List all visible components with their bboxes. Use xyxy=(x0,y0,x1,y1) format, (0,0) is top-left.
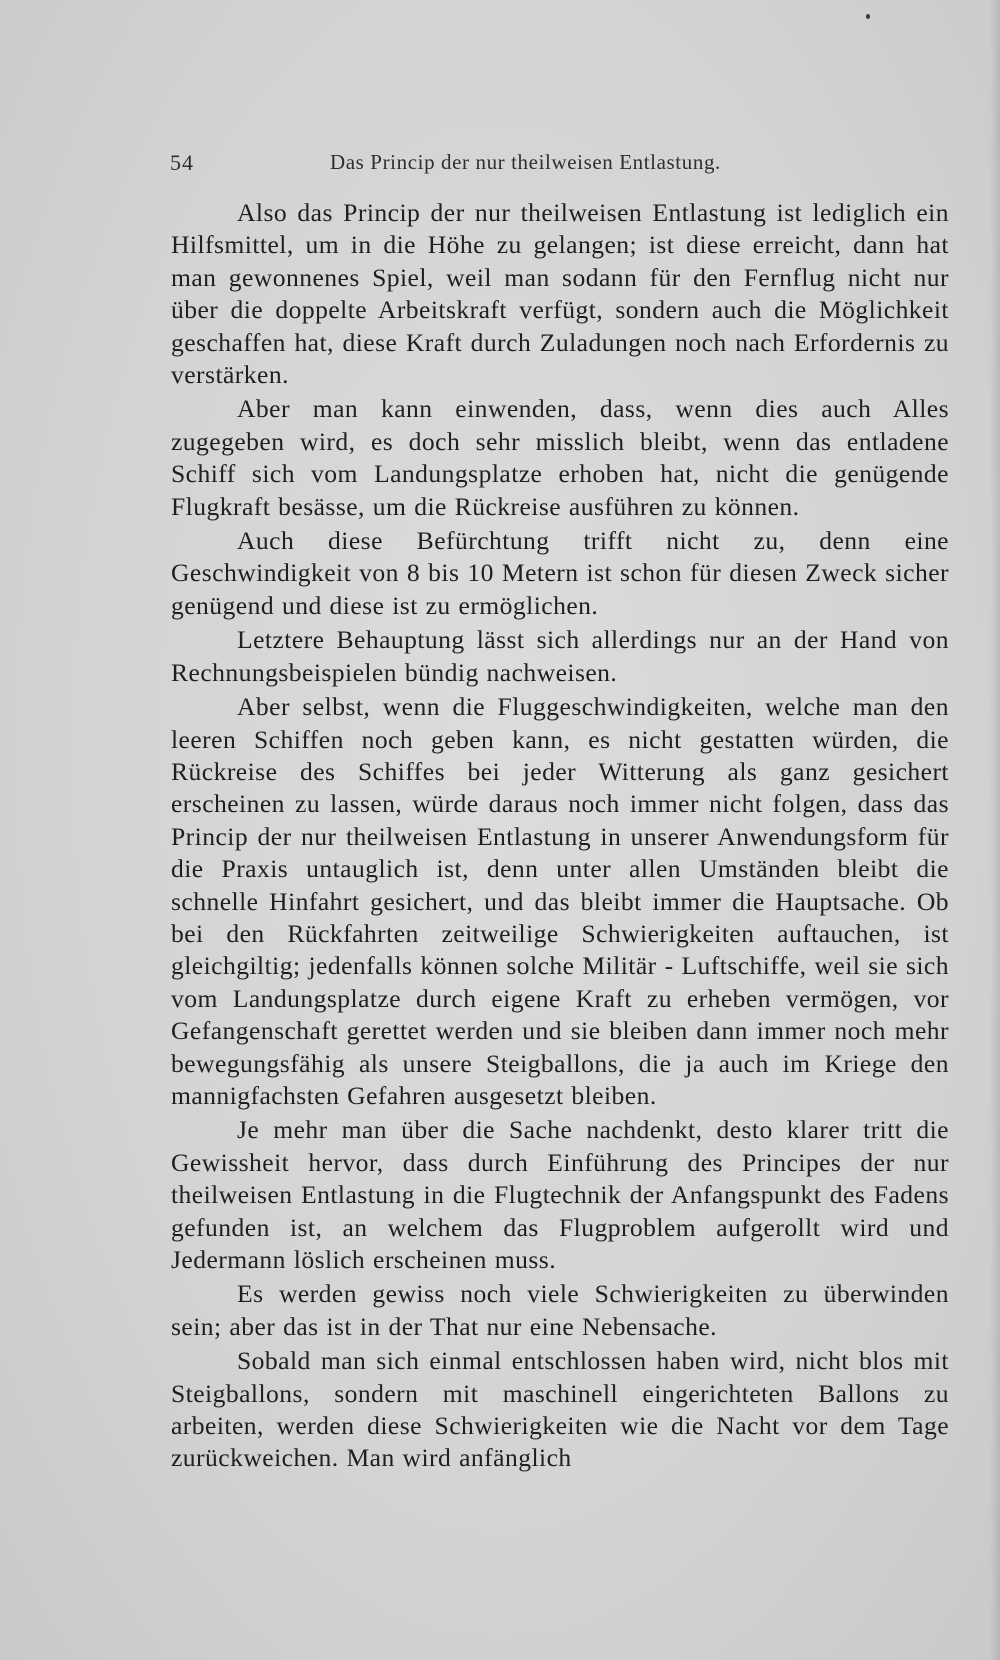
ink-speck xyxy=(866,14,870,19)
running-header xyxy=(170,150,790,180)
running-title: Das Princip der nur theilweisen Entlastung. xyxy=(330,150,721,174)
paragraph: Es werden gewiss noch viele Schwierigkeiten zu überwinden sein; aber das ist in der That nur eine Nebensache. xyxy=(171,1279,949,1341)
paragraph: Sobald man sich einmal entschlossen haben wird, nicht blos mit Steigballons, sondern mit maschinell eingerichteten Ballons zu arbeiten, werden diese Schwierigkeiten wie die Nacht vor dem Tage zurückweichen. Man wird anfänglich xyxy=(171,1346,949,1473)
paragraph: Je mehr man über die Sache nachdenkt, desto klarer tritt die Gewissheit hervor, dass durch Einführung des Principes der nur theilweisen Entlastung in die Flugtechnik der Anfangspunkt des Fadens gefunden ist, an welchem das Flugproblem aufgerollt wird und Jedermann löslich erscheinen muss. xyxy=(171,1115,949,1274)
body-text xyxy=(171,197,949,1477)
paragraph: Aber man kann einwenden, dass, wenn dies auch Alles zugegeben wird, es doch sehr misslich bleibt, wenn das entladene Schiff sich vom Landungsplatze erhoben hat, nicht die genügende Flugkraft besässe, um die Rückreise ausführen zu können. xyxy=(171,394,949,521)
paragraph: Also das Princip der nur theilweisen Entlastung ist lediglich ein Hilfsmittel, um in die Höhe zu gelangen; ist diese erreicht, dann hat man gewonnenes Spiel, weil man sodann für den Fernflug nicht nur über die doppelte Arbeitskraft verfügt, sondern auch die Möglichkeit geschaffen hat, diese Kraft durch Zuladungen noch nach Erfordernis zu verstärken. xyxy=(171,198,949,390)
page-number: 54 xyxy=(170,150,194,175)
paragraph: Aber selbst, wenn die Fluggeschwindigkeiten, welche man den leeren Schiffen noch geben kann, es nicht gestatten würden, die Rückreise des Schiffes bei jeder Witterung als ganz gesichert erscheinen zu lassen, würde daraus noch immer nicht folgen, dass das Princip der nur theilweisen Entlastung in unserer Anwendungsform für die Praxis untauglich ist, denn unter allen Umständen bleibt die schnelle Hinfahrt gesichert, und das bleibt immer die Hauptsache. Ob bei den Rückfahrten zeitweilige Schwierigkeiten auftauchen, ist gleichgiltig; jedenfalls können solche Militär - Luftschiffe, weil sie sich vom Landungsplatze durch eigene Kraft zu erheben vermögen, vor Gefangenschaft gerettet werden und sie bleiben dann immer noch mehr bewegungsfähig als unsere Steigballons, die ja auch im Kriege den mannigfachsten Gefahren ausgesetzt bleiben. xyxy=(171,692,949,1110)
paragraph: Letztere Behauptung lässt sich allerdings nur an der Hand von Rechnungsbeispielen bündig nachweisen. xyxy=(171,625,949,687)
page-edge-shadow xyxy=(990,0,1000,1660)
paragraph: Auch diese Befürchtung trifft nicht zu, denn eine Geschwindigkeit von 8 bis 10 Metern ist schon für diesen Zweck sicher genügend und diese ist zu ermöglichen. xyxy=(171,526,949,620)
